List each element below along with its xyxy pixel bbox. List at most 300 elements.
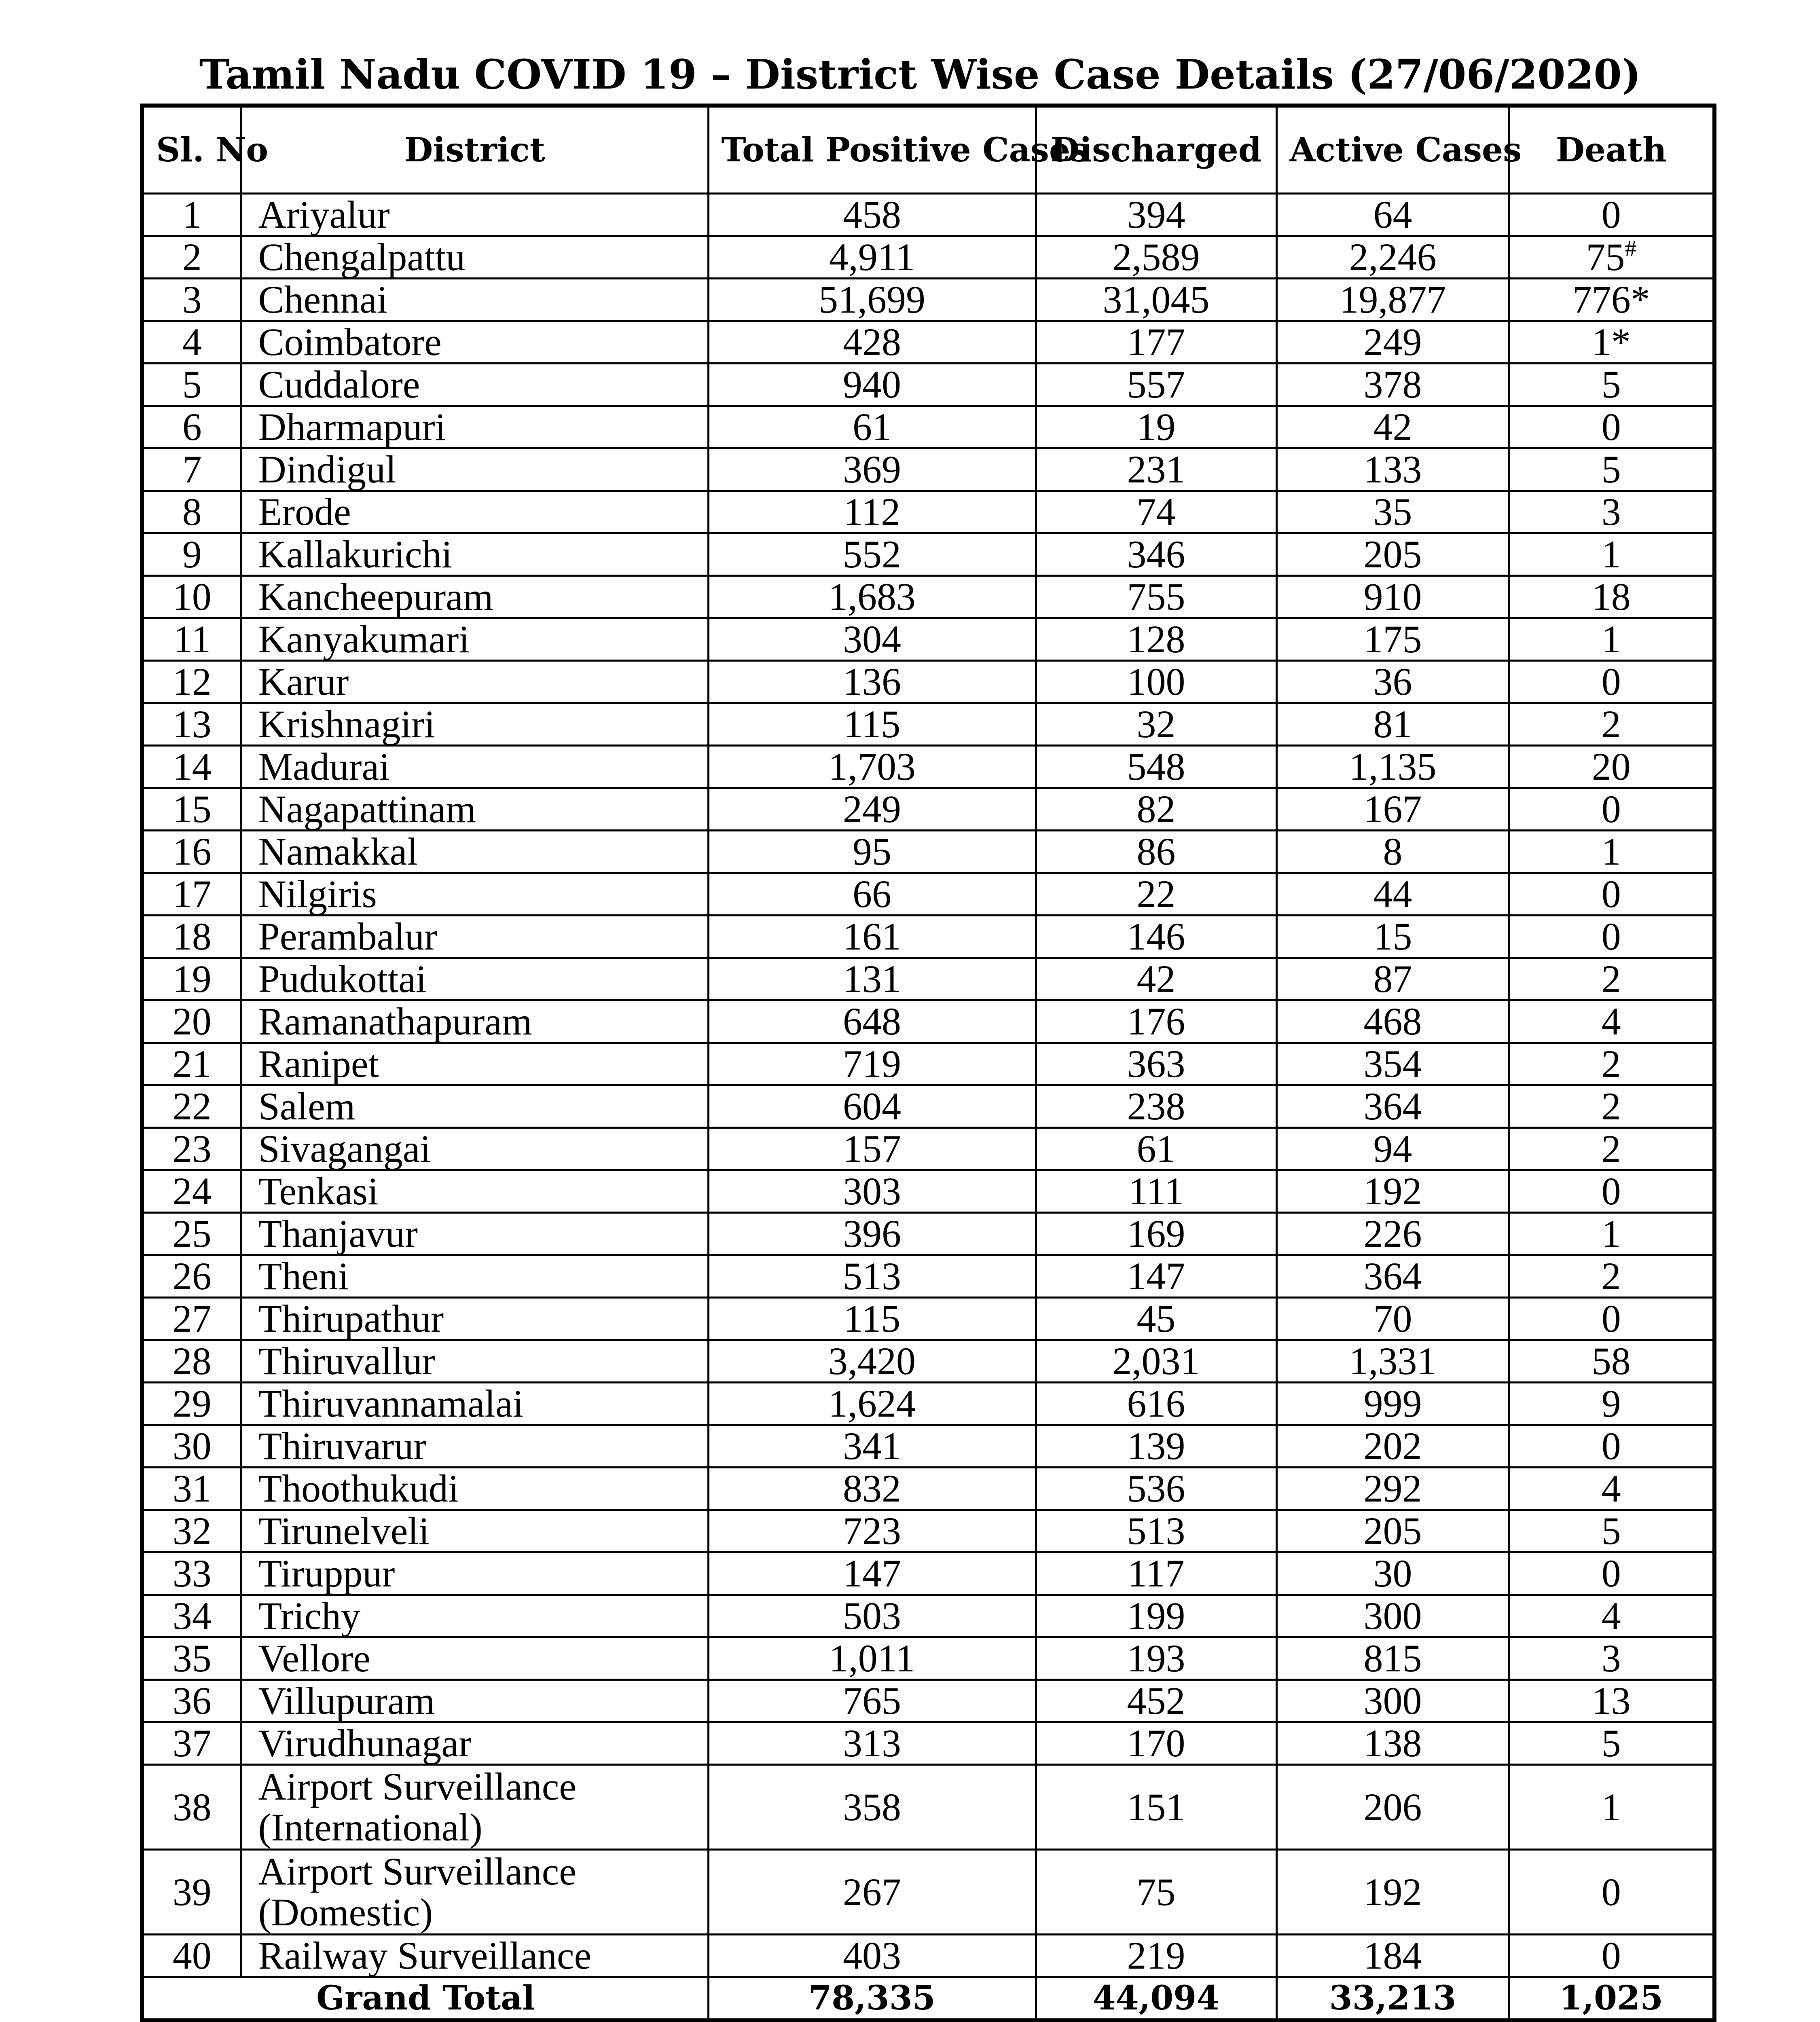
cell-total-positive-value: 1,011 [829, 1637, 915, 1680]
table-row [142, 1298, 1714, 1340]
cell-sl-no [142, 958, 241, 1000]
cell-district-value: Karur [258, 660, 349, 703]
cell-district-value: Namakkal [258, 830, 418, 873]
cell-total-positive-value: 95 [853, 830, 891, 873]
cell-total-positive-value: 161 [843, 915, 901, 958]
cell-discharged [1036, 1468, 1276, 1510]
cell-discharged [1036, 1085, 1276, 1128]
cell-sl-no [142, 1085, 241, 1128]
cell-discharged [1036, 958, 1276, 1000]
cell-discharged-value: 117 [1128, 1552, 1185, 1595]
cell-district [241, 618, 708, 661]
cell-total-positive-value: 403 [843, 1934, 901, 1977]
cell-active-value: 292 [1363, 1467, 1422, 1510]
cell-total-positive [708, 236, 1036, 279]
cell-district [241, 1552, 708, 1595]
cell-total-positive [708, 194, 1036, 236]
table-row [142, 1425, 1714, 1468]
document-title: Tamil Nadu COVID 19 – District Wise Case Details (27/06/2020) [199, 51, 1641, 98]
cell-district-value: Sivagangai [258, 1127, 431, 1170]
cell-district-value: Thanjavur [258, 1212, 418, 1255]
cell-active-value: 2,246 [1349, 235, 1437, 279]
cell-active [1276, 406, 1509, 448]
cell-active [1276, 1850, 1509, 1935]
cell-sl-no-value: 30 [172, 1424, 212, 1468]
cell-total-positive-value: 304 [843, 618, 901, 661]
cell-sl-no [142, 448, 241, 491]
cell-district [241, 873, 708, 916]
cell-death-value: 2 [1601, 1254, 1621, 1298]
cell-district [241, 533, 708, 576]
cell-total-positive [708, 746, 1036, 788]
cell-district [241, 1510, 708, 1552]
cell-total-positive [708, 1128, 1036, 1170]
cell-discharged [1036, 1170, 1276, 1213]
cell-sl-no [142, 576, 241, 618]
cell-total-positive-value: 513 [843, 1254, 901, 1298]
cell-district [241, 279, 708, 321]
table-header-row [142, 106, 1714, 194]
cell-death-value: 0 [1601, 193, 1621, 236]
cell-death-value: 4 [1601, 1467, 1621, 1510]
cell-death-value: 75 [1586, 235, 1625, 279]
cell-total-positive-value: 1,703 [828, 745, 916, 788]
cell-sl-no-value: 2 [182, 235, 202, 279]
cell-sl-no-value: 39 [172, 1870, 212, 1914]
cell-active [1276, 1425, 1509, 1468]
cell-active [1276, 618, 1509, 661]
cell-total-positive-value: 765 [843, 1679, 901, 1722]
cell-death-value: 1 [1601, 618, 1621, 661]
cell-district [241, 194, 708, 236]
grand-total-discharged: 44,094 [1036, 1977, 1276, 2021]
cell-active [1276, 533, 1509, 576]
cell-district [241, 321, 708, 364]
cell-death [1509, 1722, 1714, 1765]
cell-district-value: Thirupathur [258, 1297, 444, 1340]
cell-active-value: 1,135 [1349, 745, 1437, 788]
cell-death [1509, 194, 1714, 236]
cell-death [1509, 1085, 1714, 1128]
cell-district-value: Chennai [258, 278, 388, 321]
cell-active-value: 87 [1373, 957, 1412, 1000]
cell-discharged-value: 22 [1136, 872, 1176, 916]
cell-discharged [1036, 1637, 1276, 1680]
table-row [142, 1468, 1714, 1510]
cell-sl-no [142, 1765, 241, 1850]
cell-death-value: 0 [1601, 1424, 1621, 1468]
cell-sl-no [142, 1340, 241, 1383]
cell-active [1276, 1595, 1509, 1637]
cell-district [241, 1255, 708, 1298]
cell-discharged-value: 31,045 [1103, 278, 1210, 321]
table-row [142, 279, 1714, 321]
table-row [142, 1637, 1714, 1680]
cell-active [1276, 1340, 1509, 1383]
header-discharged: Discharged [1036, 106, 1276, 194]
cell-district-value: Kanyakumari [258, 618, 470, 661]
cell-district-value: Theni [258, 1254, 349, 1298]
cell-active [1276, 1552, 1509, 1595]
cell-sl-no [142, 1850, 241, 1935]
cell-sl-no [142, 1637, 241, 1680]
cell-death [1509, 1000, 1714, 1043]
cell-active-value: 81 [1373, 702, 1412, 746]
cell-discharged-value: 100 [1127, 660, 1185, 703]
cell-sl-no [142, 1552, 241, 1595]
cell-active-value: 36 [1373, 660, 1412, 703]
cell-sl-no [142, 1255, 241, 1298]
cell-sl-no [142, 746, 241, 788]
cell-death-value: 5 [1601, 1722, 1621, 1765]
cell-discharged [1036, 788, 1276, 831]
cell-total-positive-value: 552 [843, 533, 901, 576]
cell-total-positive [708, 1637, 1036, 1680]
table-row [142, 1383, 1714, 1425]
cell-total-positive-value: 503 [843, 1594, 901, 1637]
cell-sl-no-value: 11 [173, 618, 211, 661]
cell-death [1509, 661, 1714, 703]
cell-discharged-value: 169 [1127, 1212, 1185, 1255]
cell-active [1276, 1383, 1509, 1425]
cell-sl-no [142, 1298, 241, 1340]
cell-discharged [1036, 533, 1276, 576]
cell-death [1509, 1043, 1714, 1085]
cell-discharged-value: 199 [1127, 1594, 1185, 1637]
cell-death-value: 5 [1601, 448, 1621, 491]
cell-discharged-value: 238 [1127, 1085, 1185, 1128]
cell-total-positive [708, 1170, 1036, 1213]
cell-district [241, 1085, 708, 1128]
cell-discharged [1036, 236, 1276, 279]
cell-district [241, 703, 708, 746]
cell-district-value: Airport Surveillance (Domestic) [258, 1849, 576, 1934]
header-total-positive: Total Positive Cases [708, 106, 1036, 194]
cell-sl-no [142, 1595, 241, 1637]
cell-death [1509, 236, 1714, 279]
table-row [142, 1255, 1714, 1298]
cell-total-positive [708, 1552, 1036, 1595]
cell-total-positive-value: 249 [843, 787, 901, 831]
cell-district-value: Chengalpattu [258, 235, 466, 279]
cell-district-value: Krishnagiri [258, 702, 435, 746]
cell-total-positive-value: 723 [843, 1509, 901, 1552]
cell-active [1276, 1213, 1509, 1255]
cell-death [1509, 1213, 1714, 1255]
table-row [142, 533, 1714, 576]
cell-sl-no [142, 321, 241, 364]
cell-district-value: Thoothukudi [258, 1467, 459, 1510]
cell-death [1509, 1935, 1714, 1977]
cell-active-value: 8 [1383, 830, 1403, 873]
cell-discharged [1036, 321, 1276, 364]
cell-discharged [1036, 916, 1276, 958]
cell-death-value: 0 [1601, 872, 1621, 916]
cell-death-value: 0 [1601, 1297, 1621, 1340]
cell-sl-no-value: 23 [172, 1127, 212, 1170]
cell-active [1276, 576, 1509, 618]
cell-district [241, 491, 708, 533]
table-row [142, 1340, 1714, 1383]
table-row [142, 746, 1714, 788]
cell-active-value: 999 [1363, 1382, 1422, 1425]
cell-discharged [1036, 279, 1276, 321]
cell-district [241, 1468, 708, 1510]
cell-sl-no [142, 1468, 241, 1510]
cell-death-value: 3 [1601, 490, 1621, 533]
cell-death [1509, 1425, 1714, 1468]
cell-active-value: 300 [1363, 1679, 1422, 1722]
cell-death-value: 776* [1572, 278, 1650, 321]
cell-discharged-value: 32 [1136, 702, 1176, 746]
cell-district-value: Dharmapuri [258, 405, 446, 448]
table-row [142, 1170, 1714, 1213]
table-row [142, 236, 1714, 279]
cell-sl-no [142, 533, 241, 576]
cell-total-positive [708, 533, 1036, 576]
cell-sl-no-value: 34 [172, 1594, 212, 1637]
cell-active [1276, 958, 1509, 1000]
cell-active-value: 815 [1363, 1637, 1422, 1680]
cell-discharged-value: 193 [1127, 1637, 1185, 1680]
cell-sl-no-value: 19 [172, 957, 212, 1000]
cell-district-value: Ranipet [258, 1042, 379, 1085]
header-death: Death [1509, 106, 1714, 194]
cell-active [1276, 1298, 1509, 1340]
table-row [142, 1552, 1714, 1595]
cell-district [241, 1850, 708, 1935]
cell-district-value: Dindigul [258, 448, 396, 491]
cell-active-value: 167 [1363, 787, 1422, 831]
cell-sl-no [142, 618, 241, 661]
cell-active [1276, 831, 1509, 873]
cell-active-value: 64 [1373, 193, 1412, 236]
cell-total-positive [708, 406, 1036, 448]
cell-sl-no-value: 13 [172, 702, 212, 746]
cell-sl-no-value: 37 [172, 1722, 212, 1765]
cell-sl-no [142, 831, 241, 873]
cell-sl-no [142, 1383, 241, 1425]
cell-death [1509, 1552, 1714, 1595]
table-row [142, 321, 1714, 364]
cell-sl-no [142, 1000, 241, 1043]
cell-death-value: 18 [1591, 575, 1631, 618]
cell-total-positive-value: 341 [843, 1424, 901, 1468]
cell-total-positive-value: 115 [843, 702, 901, 746]
cell-total-positive [708, 916, 1036, 958]
cell-total-positive [708, 618, 1036, 661]
table-row [142, 448, 1714, 491]
cell-sl-no-value: 9 [182, 533, 202, 576]
cell-death [1509, 1637, 1714, 1680]
cell-total-positive [708, 661, 1036, 703]
table-row [142, 1128, 1714, 1170]
cell-discharged [1036, 703, 1276, 746]
cell-active [1276, 321, 1509, 364]
grand-total-death: 1,025 [1509, 1977, 1714, 2021]
cell-total-positive [708, 1085, 1036, 1128]
cell-sl-no-value: 31 [172, 1467, 212, 1510]
cell-death-value: 0 [1601, 1934, 1621, 1977]
cell-sl-no-value: 4 [182, 320, 202, 364]
cell-active [1276, 236, 1509, 279]
cell-sl-no-value: 35 [172, 1637, 212, 1680]
cell-discharged-value: 363 [1127, 1042, 1185, 1085]
cell-district-value: Madurai [258, 745, 390, 788]
cell-total-positive [708, 831, 1036, 873]
cell-discharged [1036, 194, 1276, 236]
cell-sl-no-value: 36 [172, 1679, 212, 1722]
cell-total-positive [708, 1680, 1036, 1722]
cell-total-positive [708, 279, 1036, 321]
cell-discharged-value: 616 [1127, 1382, 1185, 1425]
cell-district-value: Villupuram [258, 1679, 435, 1722]
cell-total-positive-value: 66 [853, 872, 891, 916]
cell-active [1276, 491, 1509, 533]
cell-death-value: 0 [1601, 1170, 1621, 1213]
cell-district [241, 1680, 708, 1722]
cell-death [1509, 703, 1714, 746]
cell-active [1276, 746, 1509, 788]
cell-district [241, 831, 708, 873]
cell-death-value: 9 [1601, 1382, 1621, 1425]
cell-total-positive-value: 458 [843, 193, 901, 236]
cell-total-positive-value: 428 [843, 320, 901, 364]
cell-discharged-value: 548 [1127, 745, 1185, 788]
cell-death-value: 0 [1601, 405, 1621, 448]
cell-district [241, 1722, 708, 1765]
cell-active-value: 364 [1363, 1254, 1422, 1298]
cell-death [1509, 448, 1714, 491]
cell-active-value: 354 [1363, 1042, 1422, 1085]
cell-discharged [1036, 1765, 1276, 1850]
cell-sl-no-value: 12 [172, 660, 212, 703]
cell-district-value: Vellore [258, 1637, 370, 1680]
cell-active [1276, 661, 1509, 703]
cell-discharged-value: 170 [1127, 1722, 1185, 1765]
table-row [142, 1680, 1714, 1722]
cell-discharged [1036, 1552, 1276, 1595]
cell-total-positive-value: 115 [843, 1297, 901, 1340]
table-row [142, 788, 1714, 831]
cell-sl-no-value: 29 [172, 1382, 212, 1425]
cell-death-value: 0 [1601, 1552, 1621, 1595]
cell-discharged-value: 146 [1127, 915, 1185, 958]
cell-total-positive [708, 1468, 1036, 1510]
cell-death-value: 2 [1601, 1042, 1621, 1085]
cell-sl-no-value: 5 [182, 363, 202, 406]
cell-active-value: 175 [1363, 618, 1422, 661]
cell-active [1276, 1085, 1509, 1128]
cell-sl-no-value: 15 [172, 787, 212, 831]
cell-active [1276, 364, 1509, 406]
cell-district [241, 1043, 708, 1085]
cell-discharged [1036, 1043, 1276, 1085]
cell-active-value: 94 [1373, 1127, 1412, 1170]
cell-sl-no [142, 236, 241, 279]
cell-active-value: 70 [1373, 1297, 1412, 1340]
cell-sl-no-value: 10 [172, 575, 212, 618]
district-case-table [140, 104, 1716, 2022]
cell-sl-no [142, 279, 241, 321]
cell-district-value: Railway Surveillance [258, 1934, 592, 1977]
table-row [142, 364, 1714, 406]
cell-sl-no-value: 40 [172, 1934, 212, 1977]
cell-total-positive [708, 873, 1036, 916]
cell-active-value: 468 [1363, 1000, 1422, 1043]
cell-sl-no-value: 1 [182, 193, 202, 236]
grand-total-label: Grand Total [142, 1977, 708, 2021]
cell-discharged [1036, 448, 1276, 491]
cell-discharged [1036, 1510, 1276, 1552]
cell-active-value: 249 [1363, 320, 1422, 364]
cell-active [1276, 1680, 1509, 1722]
cell-total-positive [708, 1213, 1036, 1255]
cell-sl-no-value: 28 [172, 1339, 212, 1383]
cell-death [1509, 1680, 1714, 1722]
table-row [142, 618, 1714, 661]
cell-active [1276, 703, 1509, 746]
table-row [142, 1000, 1714, 1043]
cell-death-value: 5 [1601, 363, 1621, 406]
cell-discharged-value: 139 [1127, 1424, 1185, 1468]
cell-discharged [1036, 1128, 1276, 1170]
cell-district-value: Tenkasi [258, 1170, 379, 1213]
cell-active [1276, 788, 1509, 831]
cell-district [241, 1765, 708, 1850]
cell-district [241, 1213, 708, 1255]
cell-total-positive-value: 4,911 [829, 235, 915, 279]
cell-active [1276, 1637, 1509, 1680]
cell-death [1509, 1255, 1714, 1298]
grand-total-positive: 78,335 [708, 1977, 1036, 2021]
table-row [142, 1850, 1714, 1935]
cell-district-value: Nilgiris [258, 872, 377, 916]
cell-district [241, 958, 708, 1000]
cell-total-positive-value: 313 [843, 1722, 901, 1765]
cell-discharged [1036, 1425, 1276, 1468]
table-body [142, 194, 1714, 1977]
cell-sl-no [142, 873, 241, 916]
cell-sl-no-value: 22 [172, 1085, 212, 1128]
cell-discharged-value: 128 [1127, 618, 1185, 661]
cell-district-value: Pudukottai [258, 957, 427, 1000]
cell-sl-no-value: 38 [172, 1785, 212, 1829]
cell-district [241, 916, 708, 958]
cell-discharged-value: 19 [1136, 405, 1176, 448]
cell-sl-no-value: 24 [172, 1170, 212, 1213]
cell-discharged [1036, 746, 1276, 788]
cell-district [241, 1595, 708, 1637]
cell-discharged-value: 45 [1136, 1297, 1176, 1340]
cell-sl-no [142, 1128, 241, 1170]
cell-active-value: 42 [1373, 405, 1412, 448]
cell-district [241, 1000, 708, 1043]
cell-district-value: Virudhunagar [258, 1722, 472, 1765]
cell-discharged [1036, 831, 1276, 873]
cell-district-value: Thiruvarur [258, 1424, 427, 1468]
cell-district-value: Thiruvannamalai [258, 1382, 524, 1425]
cell-sl-no-value: 8 [182, 490, 202, 533]
header-active: Active Cases [1276, 106, 1509, 194]
cell-active [1276, 873, 1509, 916]
table-row [142, 831, 1714, 873]
cell-death-value: 20 [1591, 745, 1631, 788]
cell-district-value: Cuddalore [258, 363, 420, 406]
cell-district-value: Kancheepuram [258, 575, 493, 618]
table-row [142, 1213, 1714, 1255]
cell-active-value: 138 [1363, 1722, 1422, 1765]
